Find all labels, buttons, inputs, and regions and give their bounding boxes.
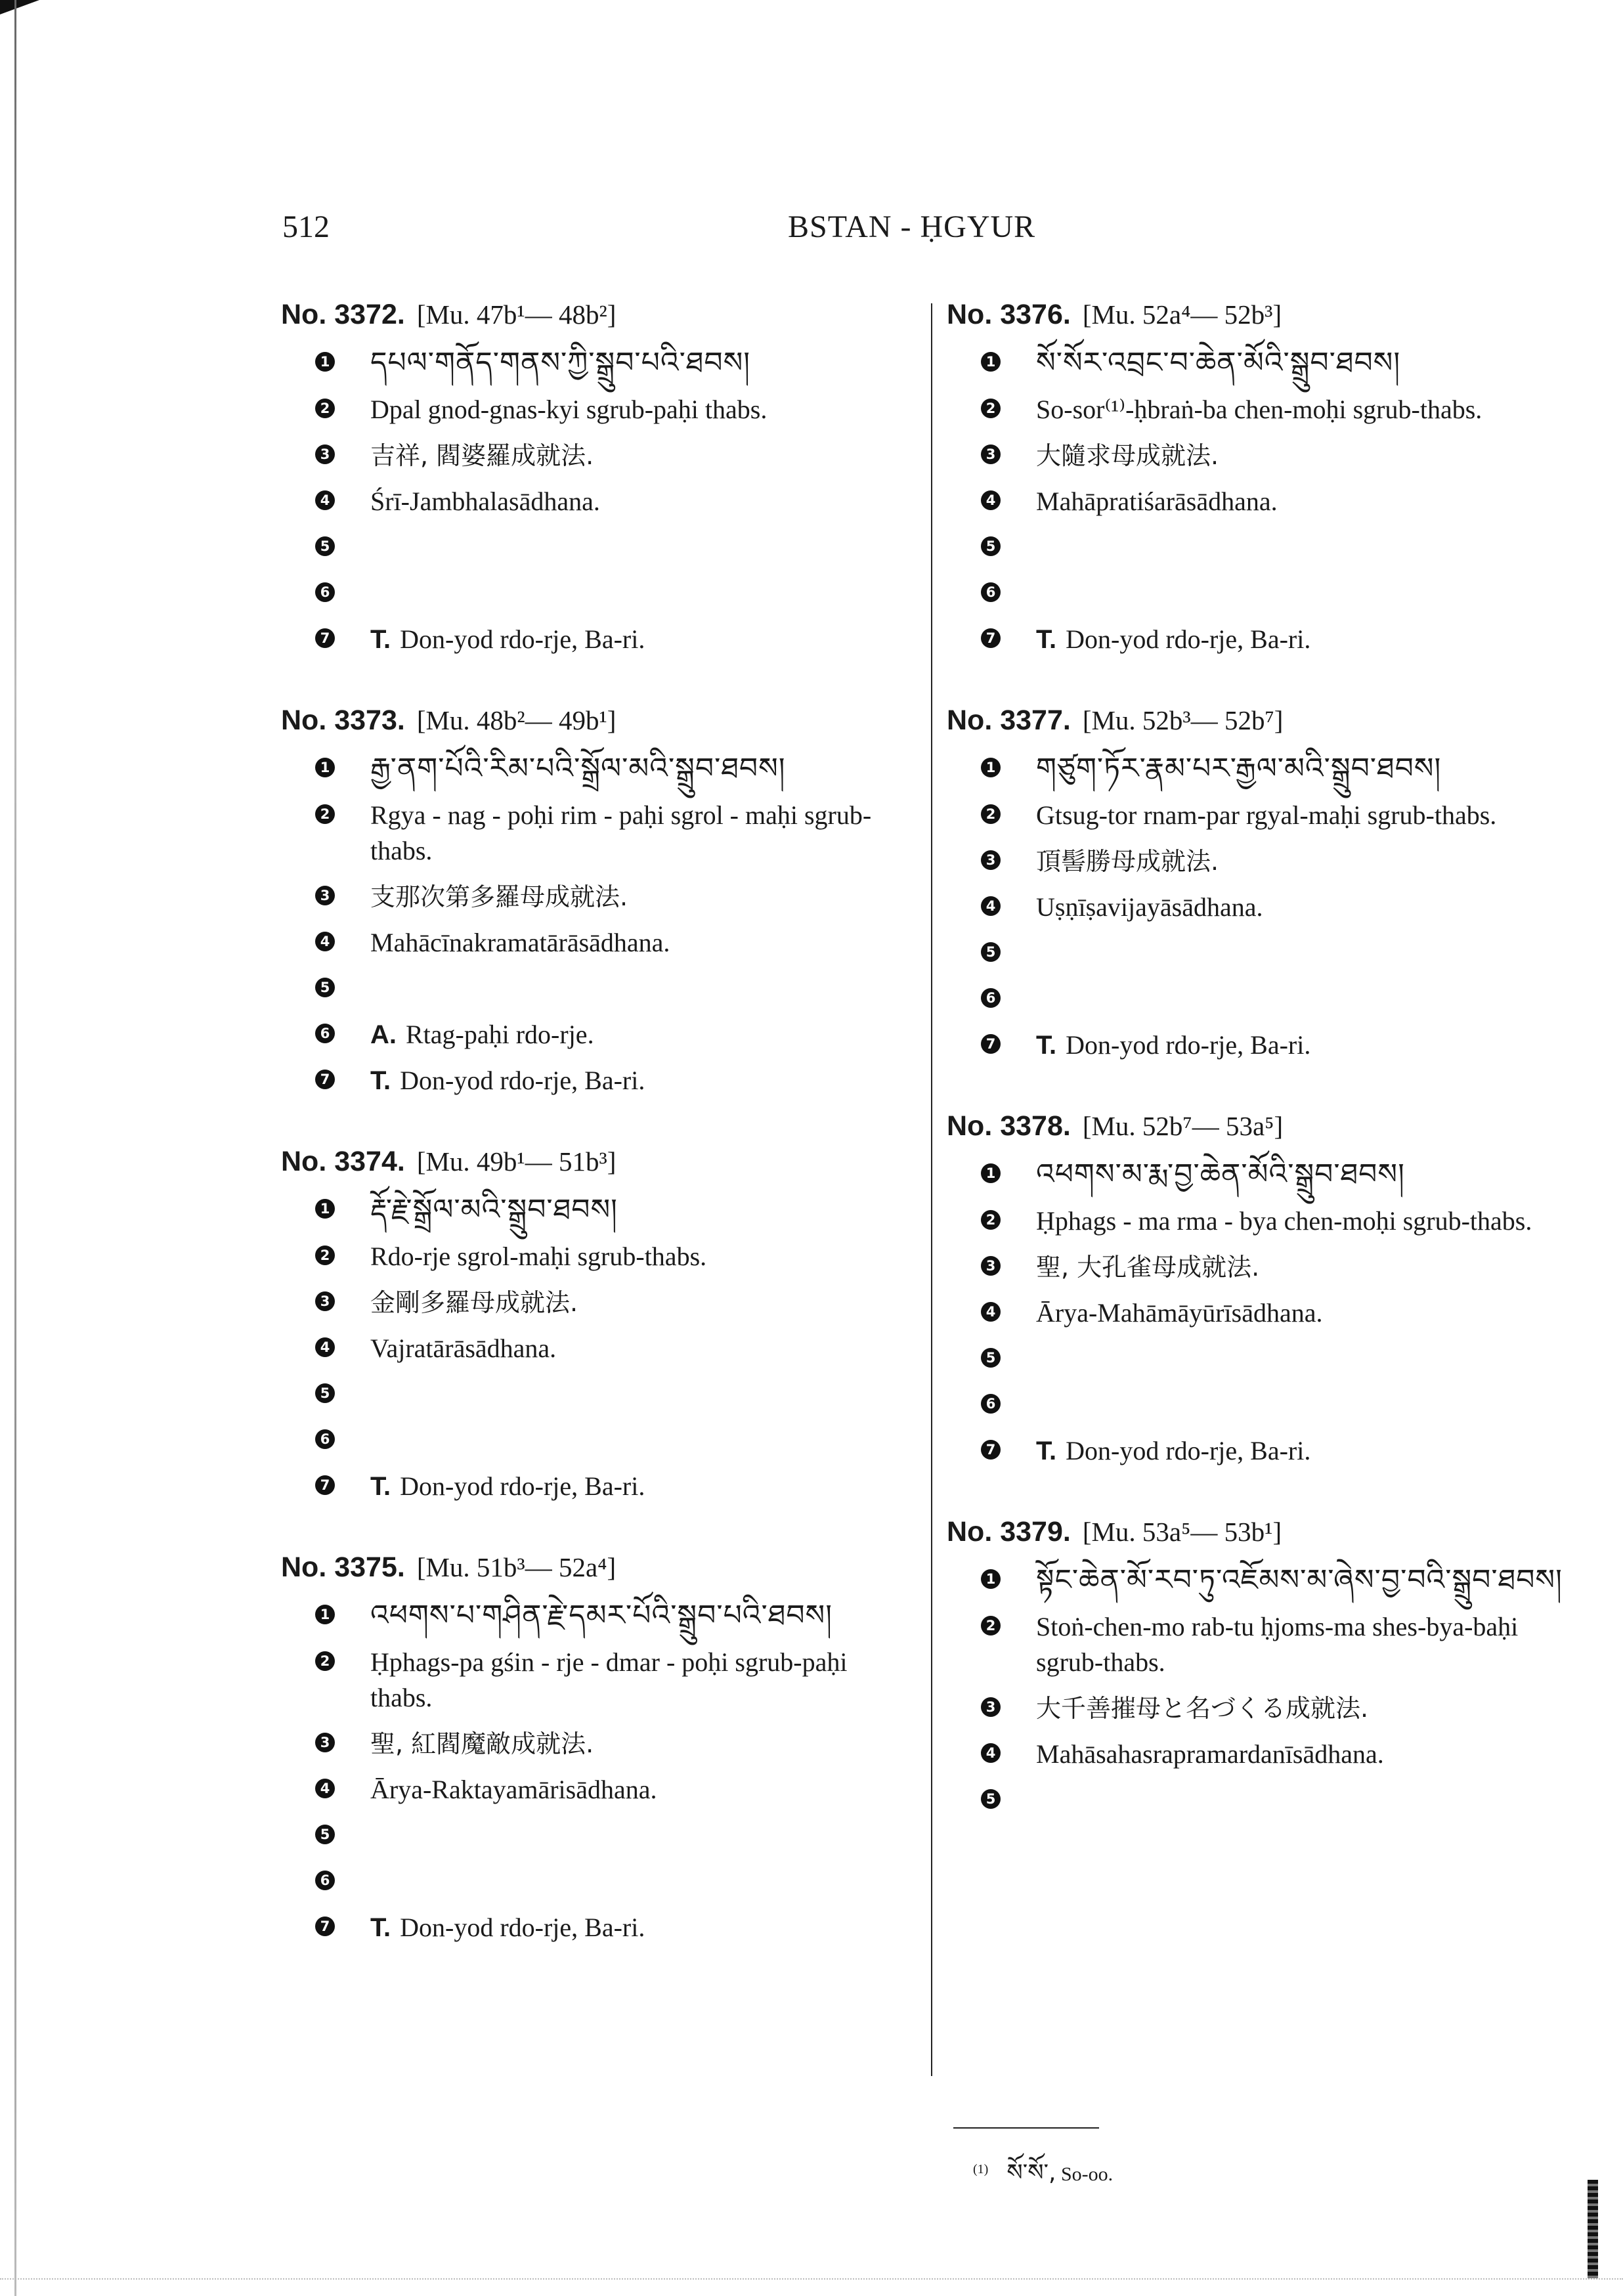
translator-label: T. (370, 1472, 391, 1501)
translator-names: Don-yod rdo-rje, Ba-ri. (400, 1913, 645, 1942)
scan-edge-smudge (1588, 2180, 1598, 2278)
translator-names: Don-yod rdo-rje, Ba-ri. (1066, 1436, 1311, 1465)
sanskrit-line (281, 1331, 911, 1366)
entry-heading (947, 704, 1577, 737)
folio-reference: [Mu. 52b³— 52b⁷] (1082, 705, 1284, 735)
column-divider (931, 303, 932, 2076)
japanese-title: 大隨求母成就法. (1036, 441, 1219, 470)
japanese-line (947, 1249, 1577, 1285)
tibetan-title: སོ་སོར་འབྲང་བ་ཆེན་མོའི་སྒྲུབ་ཐབས། (1036, 346, 1401, 379)
sanskrit-title: Uṣṇīṣavijayāsādhana. (1036, 892, 1263, 922)
circled-number-2: 2 (315, 399, 335, 418)
circled-number-5: 5 (315, 1383, 335, 1403)
circled-number-6: 6 (315, 1871, 335, 1890)
japanese-line (281, 438, 911, 473)
catalog-entry (947, 1110, 1577, 1469)
entry-heading (281, 1551, 911, 1584)
circled-number-3: 3 (315, 444, 335, 464)
entry-number: No. 3374. (281, 1146, 405, 1177)
entry-number: No. 3379. (947, 1516, 1071, 1548)
tibetan-title-line (281, 1192, 911, 1228)
translator-names: Don-yod rdo-rje, Ba-ri. (1066, 1030, 1311, 1060)
circled-number-4: 4 (315, 932, 335, 951)
circled-number-4: 4 (981, 896, 1001, 916)
entry-number: No. 3375. (281, 1551, 405, 1583)
transliteration-line (947, 1203, 1577, 1239)
translator-label: T. (1036, 1031, 1057, 1060)
entry-heading (947, 299, 1577, 331)
circled-number-1: 1 (315, 352, 335, 372)
circled-number-7: 7 (981, 628, 1001, 648)
sanskrit-line (947, 1737, 1577, 1772)
author-line (281, 1423, 911, 1458)
folio-reference: [Mu. 52b⁷— 53a⁵] (1082, 1111, 1284, 1141)
entry-number: No. 3376. (947, 299, 1071, 330)
empty-line-5 (947, 936, 1577, 971)
tibetan-title: དཔལ་གནོད་གནས་ཀྱི་སྒྲུབ་པའི་ཐབས། (370, 346, 751, 379)
circled-number-4: 4 (315, 490, 335, 510)
translator-names: Don-yod rdo-rje, Ba-ri. (400, 624, 645, 654)
folio-reference: [Mu. 53a⁵— 53b¹] (1082, 1517, 1282, 1547)
empty-line-5 (947, 1783, 1577, 1818)
entry-heading (281, 1146, 911, 1178)
circled-number-2: 2 (981, 1616, 1001, 1635)
translator-names: Don-yod rdo-rje, Ba-ri. (400, 1471, 645, 1501)
folio-reference: [Mu. 47b¹— 48b²] (416, 299, 617, 330)
japanese-title: 支那次第多羅母成就法. (370, 882, 628, 911)
empty-line-5 (281, 971, 911, 1007)
running-title: BSTAN - ḤGYUR (788, 209, 1036, 244)
transliteration-line (947, 392, 1577, 427)
author-label: A. (370, 1020, 397, 1049)
circled-number-3: 3 (981, 850, 1001, 870)
circled-number-4: 4 (981, 490, 1001, 510)
circled-number-3: 3 (315, 1291, 335, 1311)
sanskrit-title: Vajratārāsādhana. (370, 1333, 557, 1363)
circled-number-5: 5 (981, 942, 1001, 962)
footnote-mark: (1) (973, 2162, 989, 2177)
empty-line-5 (947, 530, 1577, 565)
scan-dust-line (0, 2278, 1623, 2280)
japanese-line (947, 1691, 1577, 1726)
translator-label: T. (370, 625, 391, 654)
page-number: 512 (282, 209, 330, 244)
folio-reference: [Mu. 49b¹— 51b³] (416, 1146, 617, 1177)
footnote-text: So-oo. (1061, 2163, 1114, 2185)
japanese-title: 聖, 大孔雀母成就法. (1036, 1253, 1260, 1282)
tibetan-title-line (947, 345, 1577, 381)
catalog-entry (281, 299, 911, 657)
circled-number-1: 1 (981, 1569, 1001, 1589)
circled-number-7: 7 (981, 1440, 1001, 1460)
translator-line (947, 1028, 1577, 1063)
footnote (973, 2146, 1113, 2213)
right-column (947, 299, 1577, 1865)
translator-label: T. (1036, 1437, 1057, 1465)
left-column (281, 299, 911, 1993)
sanskrit-line (947, 1295, 1577, 1331)
japanese-title: 吉祥, 閻婆羅成就法. (370, 441, 594, 470)
tibetan-title: སྟོང་ཆེན་མོ་རབ་ཏུ་འཇོམས་མ་ཞེས་བྱ་བའི་སྒྲུབ་ཐབས། (1036, 1563, 1563, 1597)
author-line (947, 1387, 1577, 1423)
circled-number-2: 2 (981, 399, 1001, 418)
transliteration-line (281, 798, 911, 869)
circled-number-7: 7 (315, 1070, 335, 1089)
catalog-entry (281, 1551, 911, 1945)
tibetan-title: འཕགས་པ་གཤིན་རྗེ་དམར་པོའི་སྒྲུབ་པའི་ཐབས། (370, 1599, 833, 1632)
circled-number-2: 2 (315, 1651, 335, 1671)
tibetan-title: འཕགས་མ་རྨ་བྱ་ཆེན་མོའི་སྒྲུབ་ཐབས། (1036, 1158, 1405, 1191)
sanskrit-title: Ārya-Mahāmāyūrīsādhana. (1036, 1298, 1323, 1328)
transliteration-line (947, 798, 1577, 833)
circled-number-1: 1 (315, 758, 335, 777)
author-line (281, 1864, 911, 1899)
entry-number: No. 3377. (947, 704, 1071, 736)
transliteration-line (281, 392, 911, 427)
entry-heading (281, 299, 911, 331)
transliteration: Rgya - nag - poḥi rim - paḥi sgrol - maḥi sgrub-thabs. (370, 800, 872, 865)
sanskrit-line (947, 890, 1577, 925)
japanese-title: 聖, 紅閻魔敵成就法. (370, 1729, 594, 1758)
tibetan-title: རྒྱ་ནག་པོའི་རིམ་པའི་སྒྲོལ་མའི་སྒྲུབ་ཐབས། (370, 752, 786, 785)
circled-number-2: 2 (315, 804, 335, 824)
transliteration: Stoṅ-chen-mo rab-tu ḥjoms-ma shes-bya-baḥi sgrub-thabs. (1036, 1612, 1519, 1677)
circled-number-1: 1 (981, 1163, 1001, 1183)
transliteration-line (281, 1239, 911, 1274)
circled-number-7: 7 (315, 1475, 335, 1495)
entry-heading (947, 1110, 1577, 1142)
circled-number-2: 2 (981, 804, 1001, 824)
entry-heading (947, 1516, 1577, 1548)
circled-number-6: 6 (315, 1024, 335, 1043)
japanese-line (281, 879, 911, 915)
folio-reference: [Mu. 52a⁴— 52b³] (1082, 299, 1282, 330)
circled-number-6: 6 (981, 582, 1001, 602)
transliteration: Ḥphags-pa gśin - rje - dmar - poḥi sgrub-paḥi thabs. (370, 1647, 848, 1712)
translator-line (281, 622, 911, 657)
transliteration: Rdo-rje sgrol-maḥi sgrub-thabs. (370, 1242, 707, 1271)
japanese-line (281, 1285, 911, 1320)
translator-names: Don-yod rdo-rje, Ba-ri. (1066, 624, 1311, 654)
entry-heading (281, 704, 911, 737)
circled-number-1: 1 (981, 352, 1001, 372)
circled-number-6: 6 (981, 1394, 1001, 1414)
japanese-title: 金剛多羅母成就法. (370, 1288, 578, 1317)
author-name: Rtag-paḥi rdo-rje. (406, 1020, 594, 1049)
transliteration-line (947, 1609, 1577, 1680)
tibetan-title: གཙུག་ཏོར་རྣམ་པར་རྒྱལ་མའི་སྒྲུབ་ཐབས། (1036, 752, 1442, 785)
catalog-entry (281, 1146, 911, 1504)
translator-label: T. (370, 1913, 391, 1942)
circled-number-7: 7 (315, 1917, 335, 1936)
japanese-line (947, 438, 1577, 473)
translator-label: T. (1036, 625, 1057, 654)
tibetan-title-line (947, 751, 1577, 787)
folio-reference: [Mu. 48b²— 49b¹] (416, 705, 617, 735)
circled-number-7: 7 (315, 628, 335, 648)
circled-number-5: 5 (315, 978, 335, 997)
sanskrit-title: Mahācīnakramatārāsādhana. (370, 928, 670, 957)
circled-number-3: 3 (981, 1697, 1001, 1717)
scan-edge (14, 0, 16, 2296)
circled-number-4: 4 (981, 1302, 1001, 1322)
scan-corner-mark (0, 0, 39, 14)
circled-number-2: 2 (315, 1245, 335, 1265)
sanskrit-line (281, 925, 911, 961)
sanskrit-title: Śrī-Jambhalasādhana. (370, 487, 600, 516)
circled-number-3: 3 (981, 444, 1001, 464)
sanskrit-title: Mahāsahasrapramardanīsādhana. (1036, 1739, 1384, 1769)
transliteration: Ḥphags - ma rma - bya chen-moḥi sgrub-thabs. (1036, 1206, 1532, 1236)
folio-reference: [Mu. 51b³— 52a⁴] (416, 1552, 617, 1582)
sanskrit-title: Mahāpratiśarāsādhana. (1036, 487, 1278, 516)
empty-line-5 (947, 1341, 1577, 1377)
tibetan-title-line (281, 345, 911, 381)
circled-number-5: 5 (315, 1825, 335, 1844)
translator-line (947, 1433, 1577, 1469)
sanskrit-line (281, 1772, 911, 1808)
circled-number-2: 2 (981, 1210, 1001, 1230)
circled-number-5: 5 (981, 1348, 1001, 1368)
circled-number-4: 4 (981, 1743, 1001, 1763)
circled-number-1: 1 (315, 1199, 335, 1219)
tibetan-title-line (281, 751, 911, 787)
translator-line (281, 1063, 911, 1098)
sanskrit-line (281, 484, 911, 519)
circled-number-3: 3 (315, 1733, 335, 1752)
author-line (281, 576, 911, 611)
transliteration: So-sor⁽¹⁾-ḥbraṅ-ba chen-moḥi sgrub-thabs. (1036, 395, 1482, 424)
japanese-title: 頂髻勝母成就法. (1036, 847, 1219, 876)
entry-number: No. 3378. (947, 1110, 1071, 1142)
circled-number-5: 5 (981, 1789, 1001, 1809)
catalog-entry (281, 704, 911, 1098)
page-header (282, 209, 1087, 248)
japanese-line (281, 1726, 911, 1762)
circled-number-5: 5 (315, 536, 335, 556)
sanskrit-title: Ārya-Raktayamārisādhana. (370, 1775, 657, 1804)
transliteration: Dpal gnod-gnas-kyi sgrub-paḥi thabs. (370, 395, 768, 424)
japanese-line (947, 844, 1577, 879)
translator-line (281, 1469, 911, 1504)
circled-number-3: 3 (981, 1256, 1001, 1276)
catalog-entry (947, 1516, 1577, 1818)
translator-names: Don-yod rdo-rje, Ba-ri. (400, 1066, 645, 1095)
author-line (947, 982, 1577, 1017)
circled-number-7: 7 (981, 1034, 1001, 1054)
circled-number-4: 4 (315, 1779, 335, 1798)
translator-label: T. (370, 1066, 391, 1095)
transliteration-line (281, 1645, 911, 1716)
circled-number-1: 1 (981, 758, 1001, 777)
translator-line (947, 622, 1577, 657)
catalog-entry (947, 299, 1577, 657)
catalog-entry (947, 704, 1577, 1063)
empty-line-5 (281, 1818, 911, 1853)
circled-number-6: 6 (981, 988, 1001, 1008)
transliteration: Gtsug-tor rnam-par rgyal-maḥi sgrub-thabs. (1036, 800, 1497, 830)
circled-number-4: 4 (315, 1337, 335, 1357)
footnote-rule (953, 2127, 1099, 2129)
japanese-title: 大千善摧母と名づくる成就法. (1036, 1694, 1369, 1723)
footnote-tibetan: སོ་སོ་, (1006, 2159, 1056, 2186)
circled-number-3: 3 (315, 886, 335, 905)
sanskrit-line (947, 484, 1577, 519)
author-line (281, 1017, 911, 1052)
entry-number: No. 3373. (281, 704, 405, 736)
circled-number-6: 6 (315, 1429, 335, 1449)
tibetan-title-line (281, 1598, 911, 1634)
entry-number: No. 3372. (281, 299, 405, 330)
empty-line-5 (281, 1377, 911, 1412)
tibetan-title-line (947, 1157, 1577, 1193)
translator-line (281, 1910, 911, 1945)
circled-number-5: 5 (981, 536, 1001, 556)
author-line (947, 576, 1577, 611)
circled-number-1: 1 (315, 1605, 335, 1624)
empty-line-5 (281, 530, 911, 565)
circled-number-6: 6 (315, 582, 335, 602)
tibetan-title: རྡོ་རྗེ་སྒྲོལ་མའི་སྒྲུབ་ཐབས། (370, 1193, 618, 1226)
tibetan-title-line (947, 1563, 1577, 1599)
